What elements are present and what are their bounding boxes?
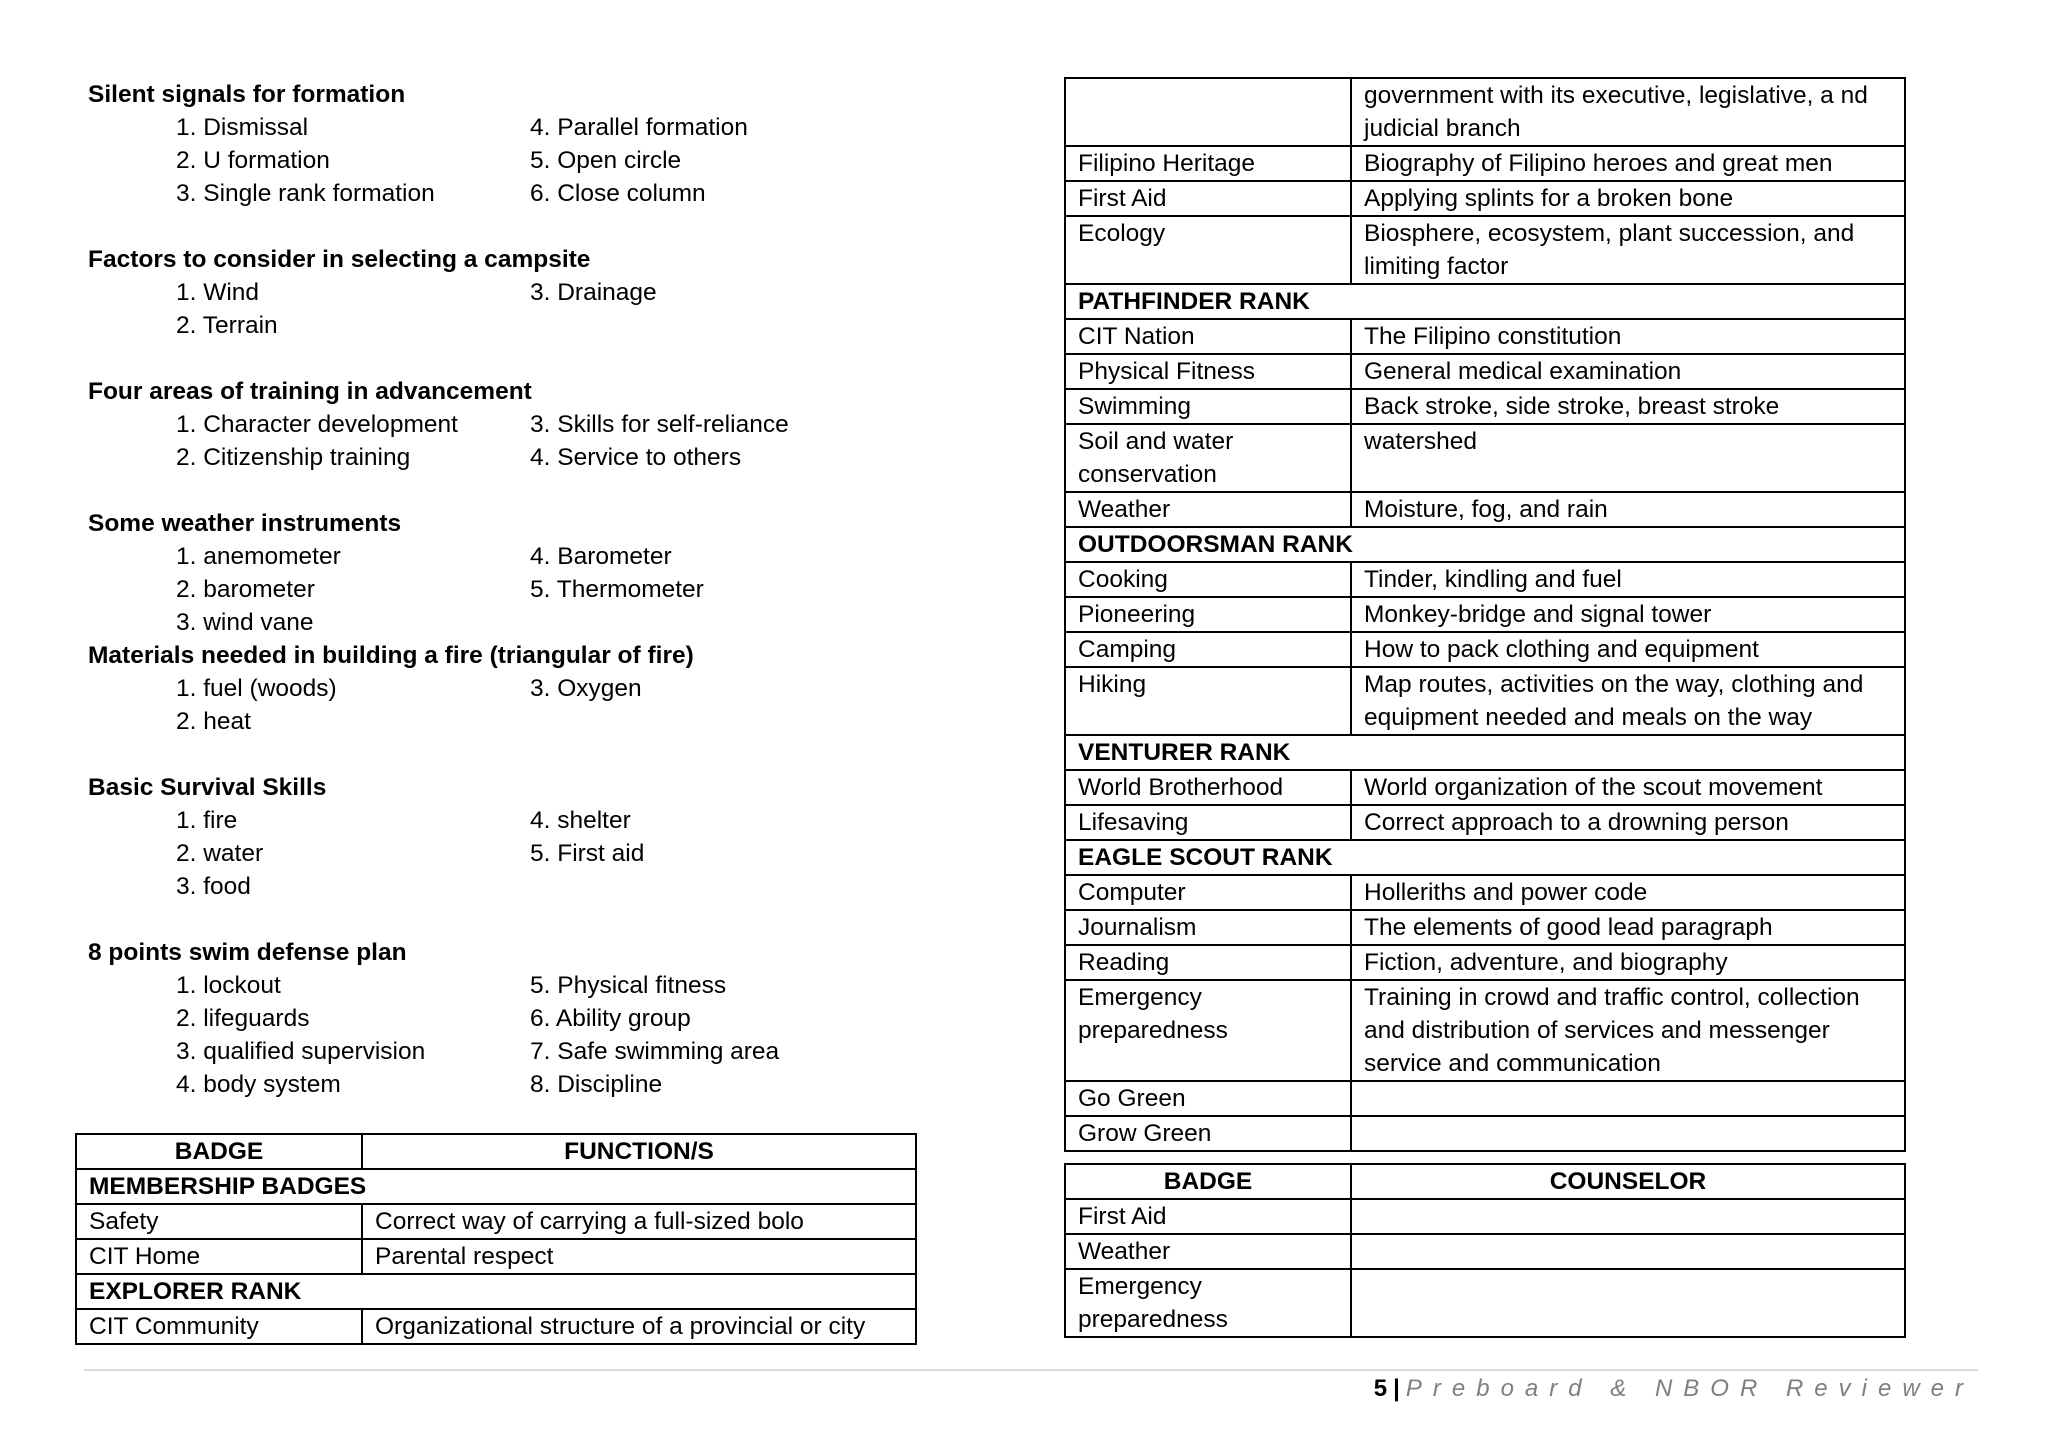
list-item: 1. fuel (woods)	[176, 675, 337, 702]
badge-cell: Lifesaving	[1065, 805, 1351, 840]
section-items	[88, 111, 908, 210]
function-cell: General medical examination	[1351, 354, 1905, 389]
table-header-row	[76, 1134, 916, 1169]
table-row	[1065, 146, 1905, 181]
left-column	[88, 78, 908, 1134]
list-item: 3. wind vane	[176, 609, 314, 636]
list-item: 1. Wind	[176, 279, 260, 306]
badge-cell: CIT Nation	[1065, 319, 1351, 354]
badge-cell: Emergency preparedness	[1065, 1269, 1351, 1337]
badge-cell: Emergency preparedness	[1065, 980, 1351, 1081]
section-items	[88, 408, 908, 474]
counselor-cell	[1351, 1234, 1905, 1269]
list-item: 3. Single rank formation	[176, 180, 435, 207]
table-row	[1065, 1234, 1905, 1269]
badge-cell: Camping	[1065, 632, 1351, 667]
badge-cell: Hiking	[1065, 667, 1351, 735]
list-item: 4. Barometer	[530, 543, 672, 570]
table-row	[1065, 770, 1905, 805]
table-row	[1065, 78, 1905, 146]
list-item: 2. water	[176, 840, 264, 867]
section	[88, 243, 908, 342]
section-items	[88, 969, 908, 1101]
badge-cell: Filipino Heritage	[1065, 146, 1351, 181]
rank-row	[1065, 284, 1905, 319]
table-row	[1065, 319, 1905, 354]
section	[88, 771, 908, 903]
list-item: 6. Ability group	[530, 1005, 691, 1032]
badge-cell: First Aid	[1065, 181, 1351, 216]
table-header-row	[1065, 1164, 1905, 1199]
section	[88, 78, 908, 210]
list-item: 6. Close column	[530, 180, 706, 207]
list-item: 2. barometer	[176, 576, 315, 603]
function-cell: Map routes, activities on the way, clothing and equipment needed and meals on the way	[1351, 667, 1905, 735]
badge-cell: Cooking	[1065, 562, 1351, 597]
section-items	[88, 540, 908, 639]
list-item: 4. body system	[176, 1071, 341, 1098]
list-item: 7. Safe swimming area	[530, 1038, 780, 1065]
function-cell	[1351, 1116, 1905, 1151]
function-cell	[1351, 1081, 1905, 1116]
table-row	[1065, 1116, 1905, 1151]
badge-cell: Pioneering	[1065, 597, 1351, 632]
list-item: 1. fire	[176, 807, 238, 834]
badge-cell: CIT Community	[76, 1309, 362, 1344]
list-item: 1. anemometer	[176, 543, 341, 570]
list-item: 3. food	[176, 873, 251, 900]
function-cell: Training in crowd and traffic control, collection and distribution of services and messenger service and communication	[1351, 980, 1905, 1081]
section	[88, 639, 908, 738]
page-number: 5	[1373, 1375, 1388, 1402]
list-item: 2. lifeguards	[176, 1005, 310, 1032]
badge-counselor-table	[1064, 1163, 1906, 1338]
table-row	[1065, 910, 1905, 945]
list-item: 4. shelter	[530, 807, 631, 834]
badge-cell: First Aid	[1065, 1199, 1351, 1234]
header-badge: BADGE	[1065, 1164, 1351, 1199]
list-item: 5. Physical fitness	[530, 972, 727, 999]
function-cell: Fiction, adventure, and biography	[1351, 945, 1905, 980]
header-counselor: COUNSELOR	[1351, 1164, 1905, 1199]
header-badge: BADGE	[76, 1134, 362, 1169]
function-cell: Correct approach to a drowning person	[1351, 805, 1905, 840]
list-item: 2. U formation	[176, 147, 330, 174]
list-item: 2. Citizenship training	[176, 444, 411, 471]
badge-function-table-right	[1064, 77, 1906, 1152]
table-row	[1065, 389, 1905, 424]
badge-cell: World Brotherhood	[1065, 770, 1351, 805]
rank-row	[76, 1169, 916, 1204]
badge-cell: Computer	[1065, 875, 1351, 910]
list-item: 5. Open circle	[530, 147, 682, 174]
list-item: 3. Skills for self-reliance	[530, 411, 789, 438]
function-cell: Holleriths and power code	[1351, 875, 1905, 910]
function-cell: Monkey-bridge and signal tower	[1351, 597, 1905, 632]
section-title: Silent signals for formation	[88, 81, 406, 108]
section-title: Basic Survival Skills	[88, 774, 327, 801]
table-row	[1065, 1081, 1905, 1116]
function-cell: Back stroke, side stroke, breast stroke	[1351, 389, 1905, 424]
list-item: 1. lockout	[176, 972, 281, 999]
table-row	[1065, 1199, 1905, 1234]
badge-cell: Grow Green	[1065, 1116, 1351, 1151]
list-item: 2. Terrain	[176, 312, 278, 339]
rank-row	[1065, 527, 1905, 562]
list-item: 3. Oxygen	[530, 675, 642, 702]
list-item: 2. heat	[176, 708, 251, 735]
section	[88, 507, 908, 639]
badge-cell: Weather	[1065, 492, 1351, 527]
table-row	[1065, 980, 1905, 1081]
function-cell: Applying splints for a broken bone	[1351, 181, 1905, 216]
table-row	[1065, 667, 1905, 735]
table-row	[76, 1204, 916, 1239]
function-cell: The Filipino constitution	[1351, 319, 1905, 354]
section-items	[88, 672, 908, 738]
badge-cell: Physical Fitness	[1065, 354, 1351, 389]
function-cell: watershed	[1351, 424, 1905, 492]
rank-heading: PATHFINDER RANK	[1065, 284, 1905, 319]
list-item: 5. First aid	[530, 840, 645, 867]
function-cell: Biography of Filipino heroes and great men	[1351, 146, 1905, 181]
badge-cell: Swimming	[1065, 389, 1351, 424]
table-row	[1065, 945, 1905, 980]
section-title: 8 points swim defense plan	[88, 939, 407, 966]
section-title: Factors to consider in selecting a campsite	[88, 246, 591, 273]
function-cell: Parental respect	[362, 1239, 916, 1274]
rank-heading: MEMBERSHIP BADGES	[76, 1169, 916, 1204]
badge-cell: CIT Home	[76, 1239, 362, 1274]
badge-cell: Safety	[76, 1204, 362, 1239]
footer-divider	[84, 1369, 1978, 1371]
rank-row	[1065, 735, 1905, 770]
rank-heading: EXPLORER RANK	[76, 1274, 916, 1309]
rank-row	[1065, 840, 1905, 875]
section-title: Four areas of training in advancement	[88, 378, 532, 405]
section	[88, 375, 908, 474]
rank-heading: EAGLE SCOUT RANK	[1065, 840, 1905, 875]
function-cell: World organization of the scout movement	[1351, 770, 1905, 805]
list-item: 4. Service to others	[530, 444, 742, 471]
list-item: 3. Drainage	[530, 279, 657, 306]
badge-cell: Soil and water conservation	[1065, 424, 1351, 492]
badge-cell: Weather	[1065, 1234, 1351, 1269]
table-row	[1065, 492, 1905, 527]
footer-separator: |	[1393, 1375, 1400, 1402]
rank-row	[76, 1274, 916, 1309]
header-functions: FUNCTION/S	[362, 1134, 916, 1169]
table-row	[1065, 181, 1905, 216]
badge-cell: Ecology	[1065, 216, 1351, 284]
section-title: Some weather instruments	[88, 510, 402, 537]
section-items	[88, 276, 908, 342]
rank-heading: OUTDOORSMAN RANK	[1065, 527, 1905, 562]
function-cell: The elements of good lead paragraph	[1351, 910, 1905, 945]
table-row	[1065, 216, 1905, 284]
table-row	[1065, 875, 1905, 910]
section	[88, 936, 908, 1101]
table-row	[76, 1239, 916, 1274]
function-cell: How to pack clothing and equipment	[1351, 632, 1905, 667]
function-cell: Organizational structure of a provincial or city	[362, 1309, 916, 1344]
list-item: 1. Character development	[176, 411, 458, 438]
function-cell: Correct way of carrying a full-sized bolo	[362, 1204, 916, 1239]
section-items	[88, 804, 908, 903]
table-row	[1065, 632, 1905, 667]
function-cell: government with its executive, legislative, a nd judicial branch	[1351, 78, 1905, 146]
function-cell: Moisture, fog, and rain	[1351, 492, 1905, 527]
badge-cell	[1065, 78, 1351, 146]
function-cell: Biosphere, ecosystem, plant succession, and limiting factor	[1351, 216, 1905, 284]
table-row	[1065, 805, 1905, 840]
badge-cell: Reading	[1065, 945, 1351, 980]
table-row	[1065, 597, 1905, 632]
function-cell: Tinder, kindling and fuel	[1351, 562, 1905, 597]
counselor-cell	[1351, 1199, 1905, 1234]
badge-cell: Journalism	[1065, 910, 1351, 945]
rank-heading: VENTURER RANK	[1065, 735, 1905, 770]
list-item: 1. Dismissal	[176, 114, 309, 141]
list-item: 5. Thermometer	[530, 576, 704, 603]
badge-function-table-left	[75, 1133, 917, 1345]
list-item: 8. Discipline	[530, 1071, 663, 1098]
table-row	[1065, 354, 1905, 389]
table-row	[76, 1309, 916, 1344]
table-row	[1065, 1269, 1905, 1337]
list-item: 4. Parallel formation	[530, 114, 748, 141]
table-row	[1065, 562, 1905, 597]
counselor-cell	[1351, 1269, 1905, 1337]
section-title: Materials needed in building a fire (triangular of fire)	[88, 642, 694, 669]
table-row	[1065, 424, 1905, 492]
page-footer	[1374, 1374, 1974, 1404]
footer-title: Preboard & NBOR Reviewer	[1405, 1375, 1974, 1402]
badge-cell: Go Green	[1065, 1081, 1351, 1116]
list-item: 3. qualified supervision	[176, 1038, 426, 1065]
